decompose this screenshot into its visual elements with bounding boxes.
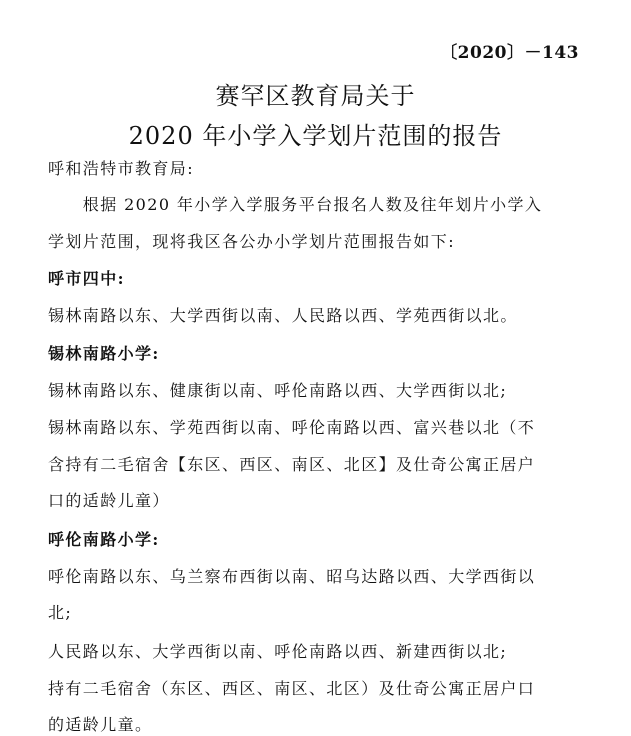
school-zone-line: 人民路以东、大学西街以南、呼伦南路以西、新建西街以北; — [48, 642, 508, 661]
school-zone-line: 的适龄儿童。 — [48, 715, 153, 734]
school-zone-line: 口的适龄儿童） — [48, 491, 170, 510]
school-zone-line: 含持有二毛宿舍【东区、西区、南区、北区】及仕奇公寓正居户 — [48, 455, 536, 474]
school-zone-line: 锡林南路以东、学苑西街以南、呼伦南路以西、富兴巷以北（不 — [48, 418, 536, 437]
school-zone-line: 北; — [48, 603, 73, 622]
school-heading-hushi-sizhong: 呼市四中: — [48, 269, 125, 288]
school-heading-xilin-nanlu: 锡林南路小学: — [48, 344, 160, 363]
school-zone-line: 持有二毛宿舍（东区、西区、南区、北区）及仕奇公寓正居户口 — [48, 679, 536, 698]
school-zone-line: 呼伦南路以东、乌兰察布西街以南、昭乌达路以西、大学西街以 — [48, 567, 536, 586]
addressee: 呼和浩特市教育局: — [48, 159, 194, 178]
school-zone-line: 锡林南路以东、大学西街以南、人民路以西、学苑西街以北。 — [48, 306, 518, 325]
document-number: 〔2020〕－143 — [440, 43, 579, 63]
intro-paragraph-line: 根据 2020 年小学入学服务平台报名人数及往年划片小学入 — [48, 195, 543, 214]
document-title-line-2: 2020 年小学入学划片范围的报告 — [128, 122, 503, 150]
school-heading-hulun-nanlu: 呼伦南路小学: — [48, 530, 160, 549]
intro-paragraph-line: 学划片范围，现将我区各公办小学划片范围报告如下: — [48, 232, 455, 251]
document-title-line-1: 赛罕区教育局关于 — [215, 82, 416, 110]
school-zone-line: 锡林南路以东、健康街以南、呼伦南路以西、大学西街以北; — [48, 381, 508, 400]
